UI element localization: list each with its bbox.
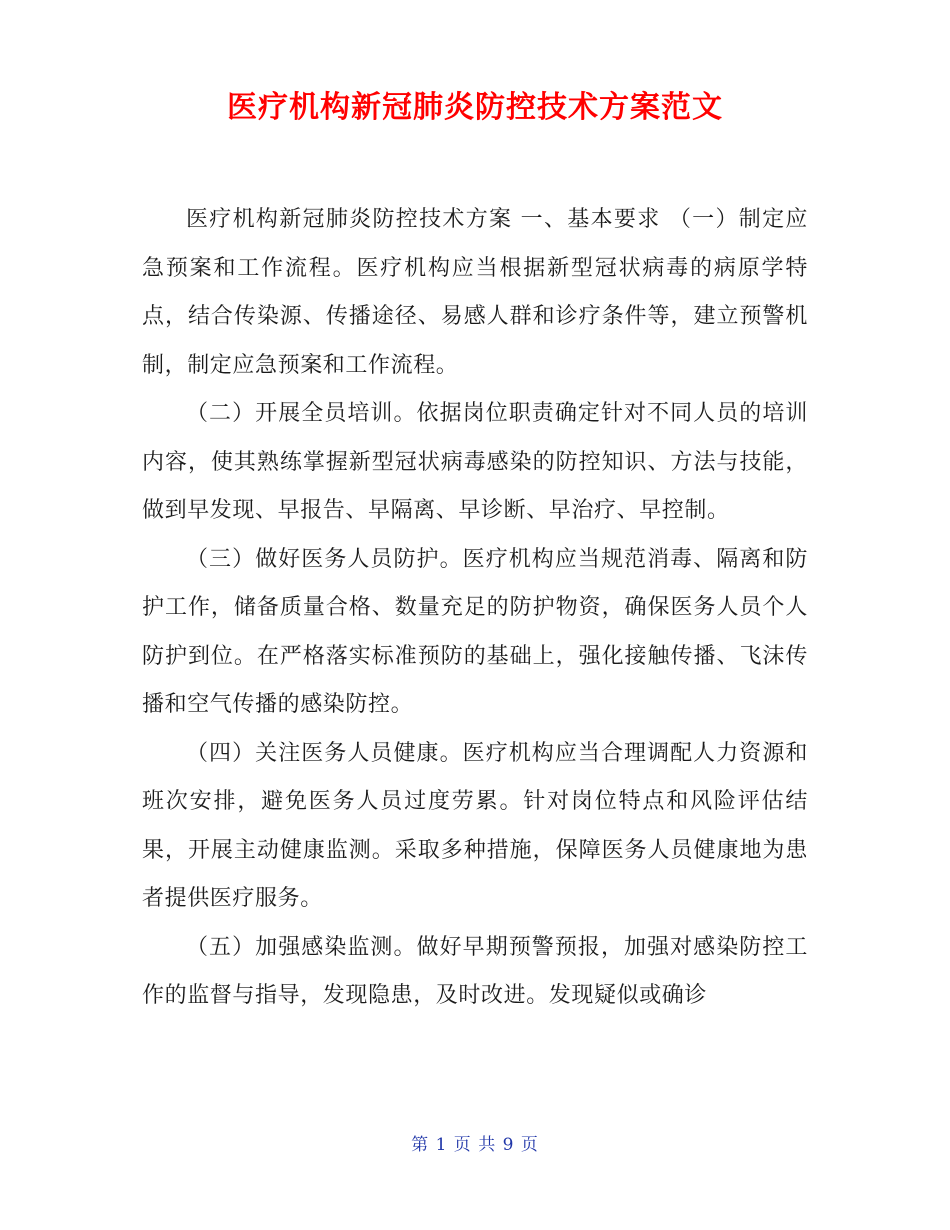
paragraph: （五）加强感染监测。做好早期预警预报，加强对感染防控工作的监督与指导，发现隐患，及时改进。发现疑似或确诊	[142, 934, 808, 1008]
paragraph: （四）关注医务人员健康。医疗机构应当合理调配人力资源和班次安排，避免医务人员过度劳累。针对岗位特点和风险评估结果，开展主动健康监测。采取多种措施，保障医务人员健康地为患者提供医疗服务。	[142, 740, 808, 911]
paragraph: （三）做好医务人员防护。医疗机构应当规范消毒、隔离和防护工作，储备质量合格、数量充足的防护物资，确保医务人员个人防护到位。在严格落实标准预防的基础上，强化接触传播、飞沫传播和空气传播的感染防控。	[142, 546, 808, 717]
document-title: 医疗机构新冠肺炎防控技术方案范文	[227, 90, 723, 125]
document-body	[142, 196, 808, 1021]
paragraph: 医疗机构新冠肺炎防控技术方案 一、基本要求 （一）制定应急预案和工作流程。医疗机构应当根据新型冠状病毒的病原学特点，结合传染源、传播途径、易感人群和诊疗条件等，建立预警机制，制定应急预案和工作流程。	[142, 207, 808, 378]
page-number-footer: 第 1 页 共 9 页	[411, 1135, 539, 1155]
paragraph: （二）开展全员培训。依据岗位职责确定针对不同人员的培训内容，使其熟练掌握新型冠状病毒感染的防控知识、方法与技能，做到早发现、早报告、早隔离、早诊断、早治疗、早控制。	[142, 401, 808, 523]
